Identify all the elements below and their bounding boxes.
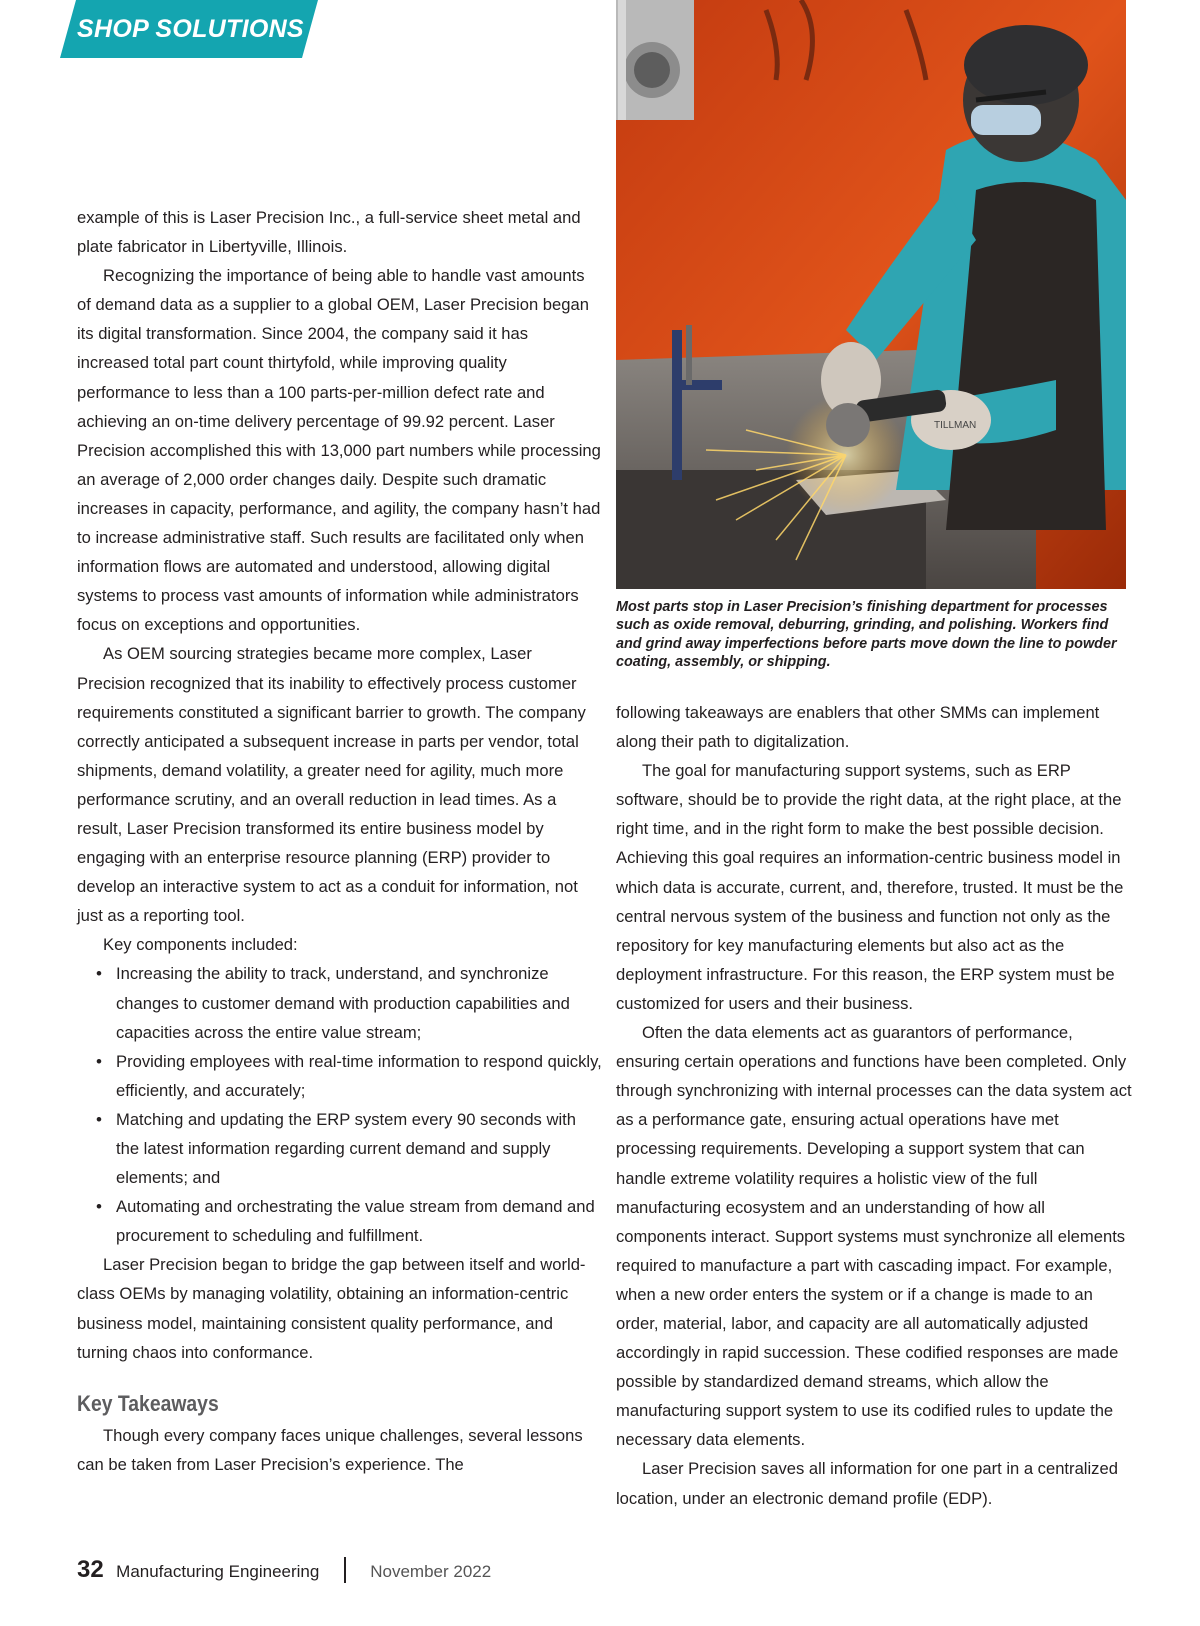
paragraph: Often the data elements act as guarantors of performance, ensuring certain operations and functions have been completed. Only through synchronizing with internal processes can the data system act as a performance gate, ensuring actual operations have met processing requirements. Developing a support system that can handle extreme volatility requires a holistic view of the full manufacturing ecosystem and an understanding of how all components interact. Support systems must synchronize all elements required to manufacture a part with cascading impact. For example, when a new order enters the system or if a change is made to an order, material, labor, and capacity are all automatically adjusted accordingly in rapid succession. These codified responses are made possible by standardized demand streams, which allow the manufacturing support system to use its codified rules to update the necessary data elements. [616, 1023, 1132, 1450]
article-photo [616, 0, 1126, 589]
bullet-item: • Matching and updating the ERP system every 90 seconds with the latest information regarding current demand and supply elements; and [77, 1105, 602, 1192]
paragraph: As OEM sourcing strategies became more complex, Laser Precision recognized that its inability to effectively process customer requirements constituted a significant barrier to growth. The company correctly anticipated a subsequent increase in parts per vendor, total shipments, demand volatility, a greater need for agility, much more performance scrutiny, and an overall reduction in lead times. As a result, Laser Precision transformed its entire business model by engaging with an enterprise resource planning (ERP) provider to develop an interactive system to act as a conduit for information, not just as a reporting tool. [77, 644, 586, 926]
welder-grinding-illustration [616, 0, 1126, 589]
paragraph: example of this is Laser Precision Inc., a full-service sheet metal and plate fabricator in Libertyville, Illinois. [77, 208, 581, 257]
glove-label: TILLMAN [934, 420, 977, 431]
paragraph: Though every company faces unique challenges, several lessons can be taken from Laser Precision’s experience. The [77, 1425, 583, 1474]
footer-divider [344, 1557, 346, 1583]
issue-date: November 2022 [370, 1562, 492, 1581]
photo-caption: Most parts stop in Laser Precision’s finishing department for processes such as oxide removal, deburring, grinding, and polishing. Workers find and grind away imperfections before parts move down the line to powder coating, assembly, or shipping. [616, 599, 1117, 671]
bullet-item: • Increasing the ability to track, understand, and synchronize changes to customer demand with production capabilities and capacities across the entire value stream; [77, 959, 602, 1046]
section-heading: Key Takeaways [77, 1390, 219, 1416]
bullet-item: • Providing employees with real-time information to respond quickly, efficiently, and accurately; [77, 1047, 602, 1105]
paragraph: Laser Precision saves all information for one part in a centralized location, under an electronic demand profile (EDP). [616, 1459, 1118, 1508]
bullet-item: • Automating and orchestrating the value stream from demand and procurement to scheduling and fulfillment. [77, 1192, 602, 1250]
page-number: 32 [77, 1556, 104, 1583]
paragraph: following takeaways are enablers that other SMMs can implement along their path to digitalization. [616, 703, 1100, 752]
paragraph: The goal for manufacturing support systems, such as ERP software, should be to provide the right data, at the right place, at the right time, and in the right form to make the best possible decision. Achieving this goal requires an information-centric business model in which data is accurate, current, and, therefore, trusted. It must be the central nervous system of the business and function not only as the repository for key manufacturing elements but also act as the deployment infrastructure. For this reason, the ERP system must be customized for users and their business. [616, 761, 1124, 1013]
left-column [77, 203, 602, 1479]
page-footer [77, 1556, 491, 1596]
paragraph: Recognizing the importance of being able to handle vast amounts of demand data as a supplier to a global OEM, Laser Precision began its digital transformation. Since 2004, the company said it has increased total part count thirtyfold, while improving quality performance to less than a 100 parts-per-million defect rate and achieving an on-time delivery percentage of 99.92 percent. Laser Precision accomplished this with 13,000 part numbers while processing an average of 2,000 order changes daily. Despite such dramatic increases in capacity, performance, and agility, the company hasn’t had to increase administrative staff. Such results are facilitated only when information flows are automated and understood, allowing digital systems to process vast amounts of information while administrators focus on exceptions and opportunities. [77, 266, 601, 635]
paragraph: Laser Precision began to bridge the gap between itself and world-class OEMs by managing volatility, obtaining an information-centric business model, maintaining consistent quality performance, and turning chaos into conformance. [77, 1255, 586, 1362]
paragraph: Key components included: [103, 935, 298, 955]
section-label: SHOP SOLUTIONS [77, 15, 304, 43]
publication-name: Manufacturing Engineering [116, 1562, 320, 1581]
right-column [616, 698, 1136, 1513]
bullet-list [77, 959, 602, 1250]
